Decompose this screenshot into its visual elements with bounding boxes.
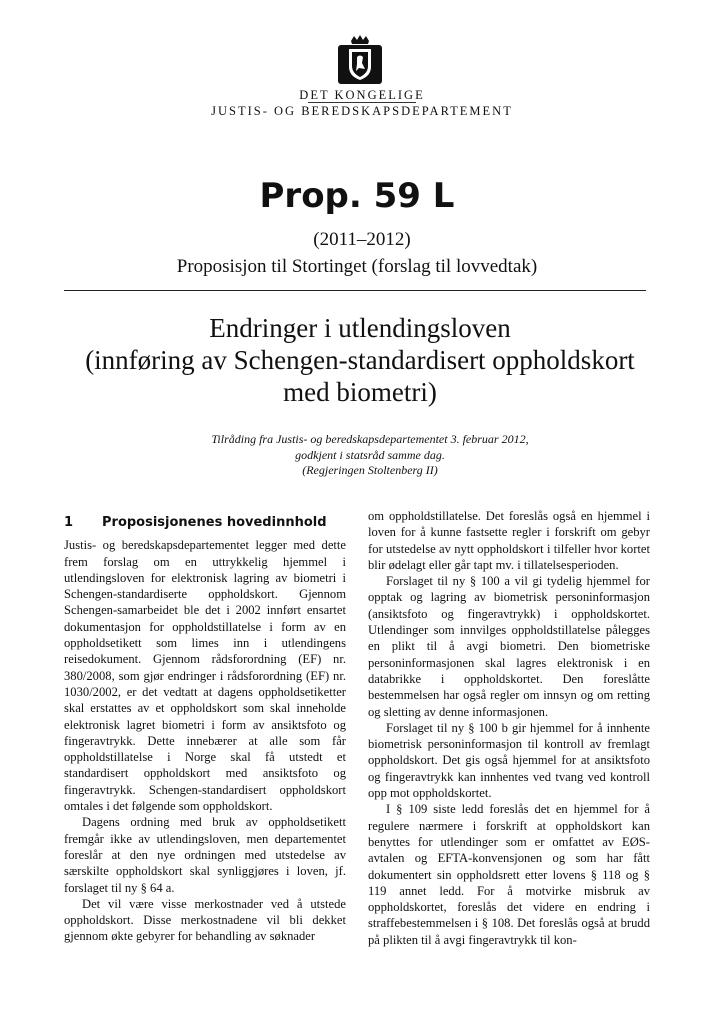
right-paragraph-3: Forslaget til ny § 100 b gir hjemmel for å innhente biometrisk personinformasjon til kontroll av fremlagt oppholdskort. Det gis også hjemmel for at ansiktsfoto og fingeravtrykk kan innhentes ved tvang ved kontroll opp mot oppholdskortet. bbox=[368, 720, 650, 801]
coat-of-arms-icon bbox=[334, 33, 386, 85]
left-paragraph-1: Justis- og beredskapsdepartementet legger med dette frem forslag om en uttrykkelig hjemmel i utlendingsloven for elektronisk lagring av biometri i Schengen-standardiserte oppholdskort. Gjennom Schengen-samarbeidet ble det i 2002 innført ensartet dokumentasjon for oppholdstillatelse i form av en oppholdsetikett som limes inn i utlendingens reisedokument. Gjennom rådsforordning (EF) nr. 380/2008, som gjør endringer i rådsforordning (EF) nr. 1030/2002, er det vedtatt at dagens oppholdsetiketter skal erstattes av et oppholdskort som skal inneholde elektronisk lagret biometri i form av ansiktsfoto og fingeravtrykk. Dette innebærer at alle som får oppholdstillatelse i Norge skal få utstedt et standardisert oppholdskort med ansiktsfoto og fingeravtrykk. Schengen-standardisert oppholdskort omtales i det følgende som oppholdskort. bbox=[64, 538, 346, 814]
approval-line-3: (Regjeringen Stoltenberg II) bbox=[302, 463, 438, 477]
proposition-number: Prop. 59 L bbox=[259, 176, 455, 216]
right-paragraph-4: I § 109 siste ledd foreslås det en hjemmel for å regulere nærmere i forskrift at oppholdskort kan benyttes for utlendinger som er omfattet av EØS-avtalen og EFTA-konvensjonen og som har fått dokumentert sin oppholdsrett etter lovens § 118 og § 119 annet ledd. For å motvirke misbruk av oppholdskortet, foreslås det videre en endring i straffebestemmelsen i § 108. Det foreslås også at brudd på plikten til å avgi fingeravtrykk til kon- bbox=[368, 802, 650, 947]
left-paragraph-2: Dagens ordning med bruk av oppholdsetikett fremgår ikke av utlendingsloven, men departementet foreslår at den nye ordningen med utstedelse av særskilte oppholdskort skal synliggjøres i loven, jf. forslaget til ny § 64 a. bbox=[64, 815, 346, 895]
main-title-line-3: med biometri) bbox=[283, 377, 437, 407]
right-column bbox=[368, 508, 650, 948]
session-years: (2011–2012) bbox=[313, 229, 411, 250]
department-line-1: DET KONGELIGE bbox=[299, 88, 425, 102]
main-title-line-1: Endringer i utlendingsloven bbox=[209, 313, 511, 343]
main-title-line-2: (innføring av Schengen-standardisert oppholdskort bbox=[85, 345, 635, 375]
left-paragraph-3: Det vil være visse merkostnader ved å utstede oppholdskort. Disse merkostnadene vil bli dekket gjennom økte gebyrer for behandling av søknader bbox=[64, 896, 346, 944]
approval-note bbox=[160, 432, 580, 479]
title-divider bbox=[64, 290, 646, 291]
section-number: 1 bbox=[64, 515, 74, 530]
section-heading bbox=[64, 515, 346, 531]
section-title: Proposisjonenes hovedinnhold bbox=[102, 515, 327, 530]
approval-line-1: Tilråding fra Justis- og beredskapsdepartementet 3. februar 2012, bbox=[211, 432, 529, 446]
right-paragraph-1: om oppholdstillatelse. Det foreslås også en hjemmel i loven for å kunne fastsette regler i forskrift om gebyr for utstedelse av nytt oppholdskort i tilfeller hvor kortet blir ødelagt eller går tapt mv. i tillatelsesperioden. bbox=[368, 509, 650, 572]
left-column bbox=[64, 510, 346, 945]
main-title bbox=[40, 312, 680, 408]
approval-line-2: godkjent i statsråd samme dag. bbox=[295, 447, 445, 462]
right-paragraph-2: Forslaget til ny § 100 a vil gi tydelig hjemmel for opptak og lagring av biometrisk personinformasjon (ansiktsfoto og fingeravtrykk) i oppholdskortet. Utlendinger som innvilges oppholdstillatelse pålegges en plikt til å avgi biometri. Den biometriske personinformasjonen skal lagres elektronisk i en databrikke i oppholdskortet. Den foreslåtte bestemmelsen har også regler om innsyn og om retting og sletting av denne informasjonen. bbox=[368, 574, 650, 719]
proposition-type: Proposisjon til Stortinget (forslag til lovvedtak) bbox=[176, 256, 538, 277]
department-line-2: JUSTIS- OG BEREDSKAPSDEPARTEMENT bbox=[211, 104, 513, 118]
